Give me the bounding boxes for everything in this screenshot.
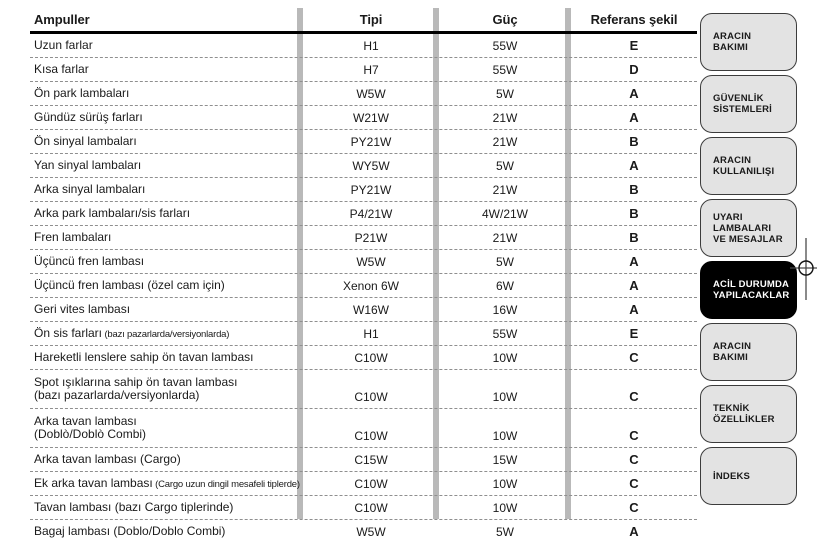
sidebar-tab-label: LAMBALARI	[713, 222, 772, 234]
bulb-reference-letter: E	[629, 326, 639, 341]
bulb-type: PY21W	[350, 182, 392, 197]
bulb-type: C15W	[354, 452, 388, 467]
table-row	[30, 472, 697, 496]
bulb-label: Fren lambaları	[34, 231, 112, 244]
bulb-reference-letter: A	[629, 524, 639, 539]
bulb-reference-letter: C	[629, 428, 639, 443]
bulb-power: 5W	[496, 86, 514, 101]
bulb-label: Arka tavan lambası (Cargo)	[34, 453, 181, 466]
bulb-reference-letter: B	[629, 230, 639, 245]
bulb-label: Tavan lambası (bazı Cargo tiplerinde)	[34, 501, 234, 514]
table-header-row	[30, 8, 697, 34]
bulb-power: 10W	[492, 476, 518, 491]
bulb-label: Üçüncü fren lambası (özel cam için)	[34, 279, 225, 292]
sidebar-tab-aracin-bakimi-2	[700, 323, 797, 381]
table-row	[30, 130, 697, 154]
bulb-type: C10W	[354, 476, 388, 491]
bulb-label: Arka sinyal lambaları	[34, 183, 146, 196]
table-row	[30, 226, 697, 250]
sidebar-tab-label: UYARI	[713, 211, 743, 223]
bulb-label: Ön sinyal lambaları	[34, 135, 137, 148]
bulb-type: H1	[363, 38, 379, 53]
sidebar-tab-teknik-ozellikler	[700, 385, 797, 443]
sidebar-tab-label: SİSTEMLERİ	[713, 104, 773, 115]
bulb-reference-letter: E	[629, 38, 639, 53]
bulb-reference-letter: C	[629, 452, 639, 467]
table-row	[30, 106, 697, 130]
bulb-reference-letter: D	[629, 62, 639, 77]
bulb-type: C10W	[354, 500, 388, 515]
bulb-label: Arka tavan lambası (Doblò/Doblò Combi)	[34, 415, 147, 441]
table-row	[30, 520, 697, 541]
bulb-type: W5W	[356, 524, 386, 539]
bulb-power: 55W	[492, 38, 518, 53]
bulb-power: 21W	[492, 110, 518, 125]
table-row	[30, 346, 697, 370]
sidebar-tab-aracin-bakimi	[700, 13, 797, 71]
bulb-type: W21W	[353, 110, 389, 125]
bulb-label: Ön park lambaları	[34, 87, 130, 100]
bulb-type: Xenon 6W	[342, 278, 400, 293]
bulb-power: 21W	[492, 134, 518, 149]
bulb-label: Yan sinyal lambaları	[34, 159, 142, 172]
table-row	[30, 154, 697, 178]
bulb-power: 10W	[492, 500, 518, 515]
bulb-type: P4/21W	[349, 206, 393, 221]
bulb-label: Ek arka tavan lambası (Cargo uzun dingil mesafeli tiplerde)	[34, 476, 300, 490]
bulb-type: W5W	[356, 86, 386, 101]
table-row	[30, 274, 697, 298]
bulb-power: 21W	[492, 230, 518, 245]
table-row	[30, 58, 697, 82]
registration-crosshair-icon	[779, 232, 817, 308]
bulb-power: 5W	[496, 158, 514, 173]
bulb-type: H1	[363, 326, 379, 341]
sidebar-tab-label: ACİL DURUMDA	[713, 279, 790, 290]
bulb-reference-letter: B	[629, 134, 639, 149]
bulb-type: WY5W	[352, 158, 390, 173]
sidebar-tab-label: BAKIMI	[713, 42, 748, 53]
bulb-type: W16W	[353, 302, 389, 317]
column-header-referans-sekil: Referans şekil	[590, 12, 678, 27]
bulb-type: P21W	[354, 230, 388, 245]
sidebar-tab-label: ARACIN	[713, 31, 752, 42]
bulb-power: 15W	[492, 452, 518, 467]
table-row	[30, 448, 697, 472]
bulb-power: 4W/21W	[481, 206, 528, 221]
bulb-label: Kısa farlar	[34, 63, 89, 76]
sidebar-tab-label: İNDEKS	[713, 470, 751, 482]
bulb-power: 10W	[492, 390, 518, 404]
table-row	[30, 298, 697, 322]
bulb-power: 10W	[492, 429, 518, 443]
sidebar-tab-label: YAPILACAKLAR	[713, 290, 790, 301]
column-header-guc: Güç	[492, 12, 518, 27]
bulb-type: C10W	[354, 429, 388, 443]
table-row	[30, 370, 697, 409]
bulb-type: PY21W	[350, 134, 392, 149]
bulb-power: 16W	[492, 302, 518, 317]
table-row	[30, 178, 697, 202]
bulb-reference-letter: B	[629, 182, 639, 197]
bulb-reference-letter: A	[629, 86, 639, 101]
bulb-reference-letter: A	[629, 158, 639, 173]
bulb-reference-letter: A	[629, 302, 639, 317]
sidebar-tab-label: KULLANILIŞI	[713, 166, 775, 177]
column-header-tipi: Tipi	[359, 12, 383, 27]
bulb-reference-letter: B	[629, 206, 639, 221]
sidebar-tab-label: ARACIN	[713, 155, 752, 166]
bulb-type: C10W	[354, 390, 388, 404]
bulb-label: Gündüz sürüş farları	[34, 111, 143, 124]
sidebar-tab-label: VE MESAJLAR	[713, 233, 783, 245]
sidebar-tab-label: BAKIMI	[713, 352, 748, 363]
bulb-label: Hareketli lenslere sahip ön tavan lambası	[34, 351, 254, 364]
column-header-ampuller: Ampuller	[34, 12, 90, 27]
table-row	[30, 250, 697, 274]
bulb-reference-letter: A	[629, 278, 639, 293]
bulb-power: 5W	[496, 524, 514, 539]
sidebar-tab-label: ARACIN	[713, 341, 752, 352]
table-row	[30, 202, 697, 226]
sidebar-tab-label: TEKNİK	[713, 403, 750, 414]
bulb-power: 6W	[496, 278, 514, 293]
table-body	[30, 34, 697, 541]
bulb-reference-letter: C	[629, 476, 639, 491]
sidebar-tab-label: ÖZELLİKLER	[713, 414, 775, 425]
bulb-power: 55W	[492, 326, 518, 341]
table-row	[30, 322, 697, 346]
bulb-label: Bagaj lambası (Doblo/Doblo Combi)	[34, 525, 226, 538]
table-row	[30, 496, 697, 520]
sidebar-tab-aracin-kullanilisi	[700, 137, 797, 195]
bulb-reference-letter: C	[629, 350, 639, 365]
bulb-label: Arka park lambaları/sis farları	[34, 207, 191, 220]
table-row	[30, 82, 697, 106]
sidebar-tab-indeks	[700, 447, 797, 505]
sidebar-tab-guvenlik-sistemleri	[700, 75, 797, 133]
bulb-type: H7	[363, 62, 379, 77]
table-row	[30, 409, 697, 448]
bulb-label: Uzun farlar	[34, 39, 93, 52]
bulb-reference-letter: A	[629, 110, 639, 125]
bulb-power: 21W	[492, 182, 518, 197]
bulb-label: Spot ışıklarına sahip ön tavan lambası (bazı pazarlarda/versiyonlarda)	[34, 376, 238, 402]
bulb-power: 55W	[492, 62, 518, 77]
bulb-power: 5W	[496, 254, 514, 269]
bulb-type: W5W	[356, 254, 386, 269]
bulb-reference-letter: C	[629, 389, 639, 404]
bulb-label: Ön sis farları (bazı pazarlarda/versiyonlarda)	[34, 326, 230, 340]
bulb-reference-letter: A	[629, 254, 639, 269]
bulb-label: Geri vites lambası	[34, 303, 131, 316]
sidebar-tab-label: GÜVENLİK	[713, 93, 764, 104]
table-row	[30, 34, 697, 58]
bulb-reference-letter: C	[629, 500, 639, 515]
bulb-type: C10W	[354, 350, 388, 365]
bulb-label: Üçüncü fren lambası	[34, 255, 145, 268]
bulb-table	[30, 8, 697, 541]
bulb-power: 10W	[492, 350, 518, 365]
